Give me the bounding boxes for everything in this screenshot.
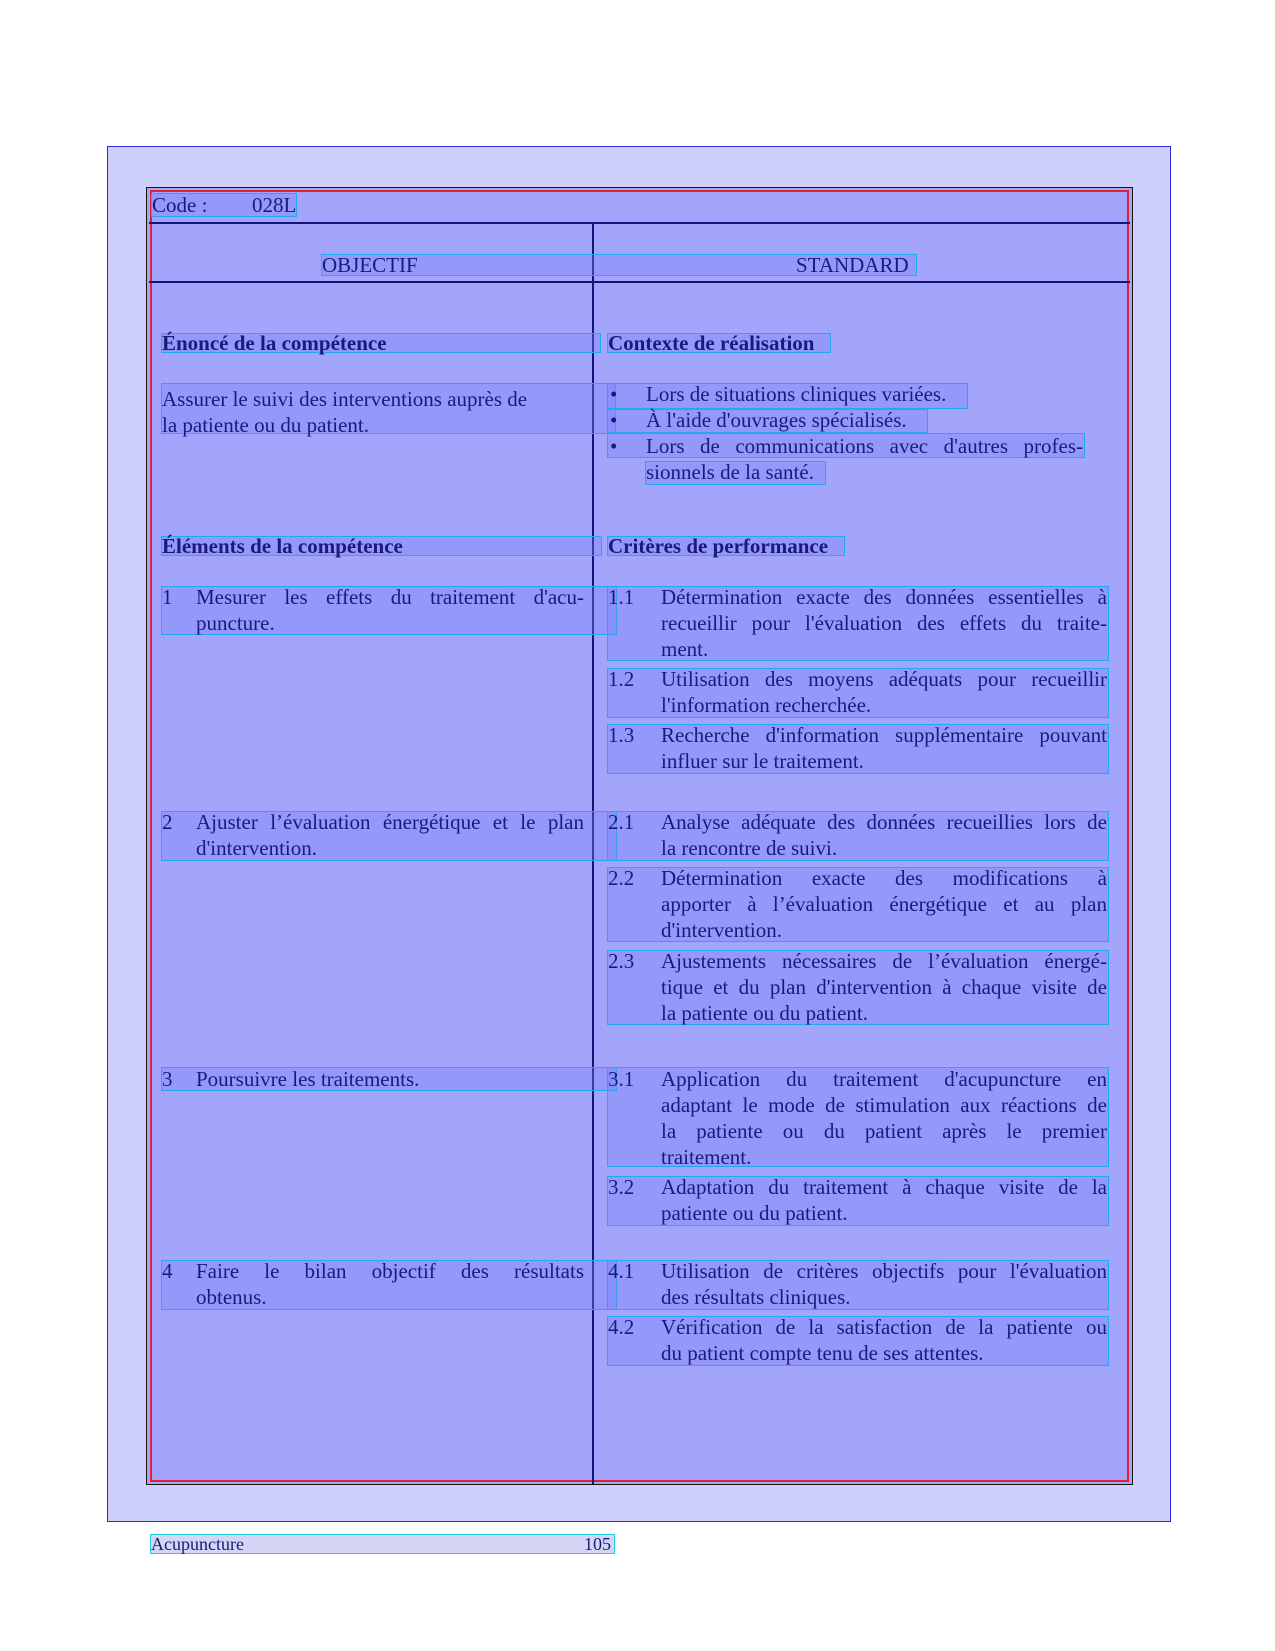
contexte-item-3-line1: Lors de communications avec d'autres profes- — [646, 434, 1083, 458]
critere-1-1-line3: ment. — [661, 637, 709, 661]
contexte-bullet-1: • — [610, 382, 618, 406]
criteres-title: Critères de performance — [608, 534, 829, 558]
element-3-line1: Poursuivre les traitements. — [196, 1067, 420, 1091]
critere-1-2-number: 1.2 — [608, 667, 635, 691]
contexte-item-3-line2: sionnels de la santé. — [646, 460, 814, 484]
critere-4-1-line1: Utilisation de critères objectifs pour l'évaluation — [661, 1259, 1107, 1283]
element-1-line1: Mesurer les effets du traitement d'acu- — [196, 585, 584, 609]
element-1-line2: puncture. — [196, 611, 275, 635]
critere-2-1-line1: Analyse adéquate des données recueillies lors de — [661, 810, 1107, 834]
critere-1-1-line2: recueillir pour l'évaluation des effets du traite- — [661, 611, 1107, 635]
contexte-bullet-2: • — [610, 408, 618, 432]
critere-1-3-line2: influer sur le traitement. — [661, 749, 864, 773]
critere-4-2-number: 4.2 — [608, 1315, 635, 1339]
contexte-bullet-3: • — [610, 434, 618, 458]
standard-header: STANDARD — [796, 253, 909, 277]
critere-1-2-line2: l'information recherchée. — [661, 693, 872, 717]
code-row-divider — [149, 222, 1130, 224]
critere-2-3-line2: tique et du plan d'intervention à chaque visite de — [661, 975, 1107, 999]
element-3-number: 3 — [162, 1067, 173, 1091]
critere-2-2-line3: d'intervention. — [661, 918, 783, 942]
footer-title: Acupuncture — [151, 1534, 244, 1554]
critere-1-2-line1: Utilisation des moyens adéquats pour recueillir — [661, 667, 1107, 691]
objectif-header: OBJECTIF — [322, 253, 418, 277]
critere-2-3-line1: Ajustements nécessaires de l’évaluation énergé- — [661, 949, 1107, 973]
element-1-number: 1 — [162, 585, 173, 609]
critere-2-2-line1: Détermination exacte des modifications à — [661, 866, 1107, 890]
critere-3-2-line2: patiente ou du patient. — [661, 1201, 848, 1225]
critere-2-1-line2: la rencontre de suivi. — [661, 836, 838, 860]
critere-3-1-line3: la patiente ou du patient après le premier — [661, 1119, 1107, 1143]
critere-3-1-number: 3.1 — [608, 1067, 635, 1091]
critere-4-1-number: 4.1 — [608, 1259, 635, 1283]
element-2-line2: d'intervention. — [196, 836, 318, 860]
critere-4-2-line1: Vérification de la satisfaction de la patiente ou — [661, 1315, 1107, 1339]
page-number: 105 — [584, 1534, 611, 1554]
critere-3-2-line1: Adaptation du traitement à chaque visite de la — [661, 1175, 1107, 1199]
contexte-title: Contexte de réalisation — [608, 331, 815, 355]
critere-2-2-line2: apporter à l’évaluation énergétique et au plan — [661, 892, 1107, 916]
element-4-line2: obtenus. — [196, 1285, 267, 1309]
critere-3-1-line1: Application du traitement d'acupuncture en — [661, 1067, 1107, 1091]
enonce-title: Énoncé de la compétence — [162, 331, 387, 355]
element-4-line1: Faire le bilan objectif des résultats — [196, 1259, 584, 1283]
element-2-number: 2 — [162, 810, 173, 834]
critere-1-1-line1: Détermination exacte des données essentielles à — [661, 585, 1107, 609]
code-value: 028L — [252, 193, 297, 217]
critere-3-2-number: 3.2 — [608, 1175, 635, 1199]
contexte-item-2: À l'aide d'ouvrages spécialisés. — [646, 408, 907, 432]
critere-1-1-number: 1.1 — [608, 585, 635, 609]
critere-1-3-line1: Recherche d'information supplémentaire pouvant — [661, 723, 1107, 747]
enonce-text-line2: la patiente ou du patient. — [162, 413, 370, 437]
critere-2-3-number: 2.3 — [608, 949, 635, 973]
critere-3-1-line2: adaptant le mode de stimulation aux réactions de — [661, 1093, 1107, 1117]
critere-2-1-number: 2.1 — [608, 810, 635, 834]
critere-2-2-number: 2.2 — [608, 866, 635, 890]
critere-1-3-number: 1.3 — [608, 723, 635, 747]
critere-4-2-line2: du patient compte tenu de ses attentes. — [661, 1341, 984, 1365]
element-4-number: 4 — [162, 1259, 173, 1283]
header-row-divider — [149, 281, 1130, 283]
critere-3-1-line4: traitement. — [661, 1145, 752, 1169]
critere-2-3-line3: la patiente ou du patient. — [661, 1001, 869, 1025]
enonce-text-line1: Assurer le suivi des interventions auprès de — [162, 387, 528, 411]
code-label: Code : — [152, 193, 208, 217]
contexte-item-1: Lors de situations cliniques variées. — [646, 382, 947, 406]
critere-4-1-line2: des résultats cliniques. — [661, 1285, 851, 1309]
element-2-line1: Ajuster l’évaluation énergétique et le plan — [196, 810, 584, 834]
elements-title: Éléments de la compétence — [162, 534, 403, 558]
